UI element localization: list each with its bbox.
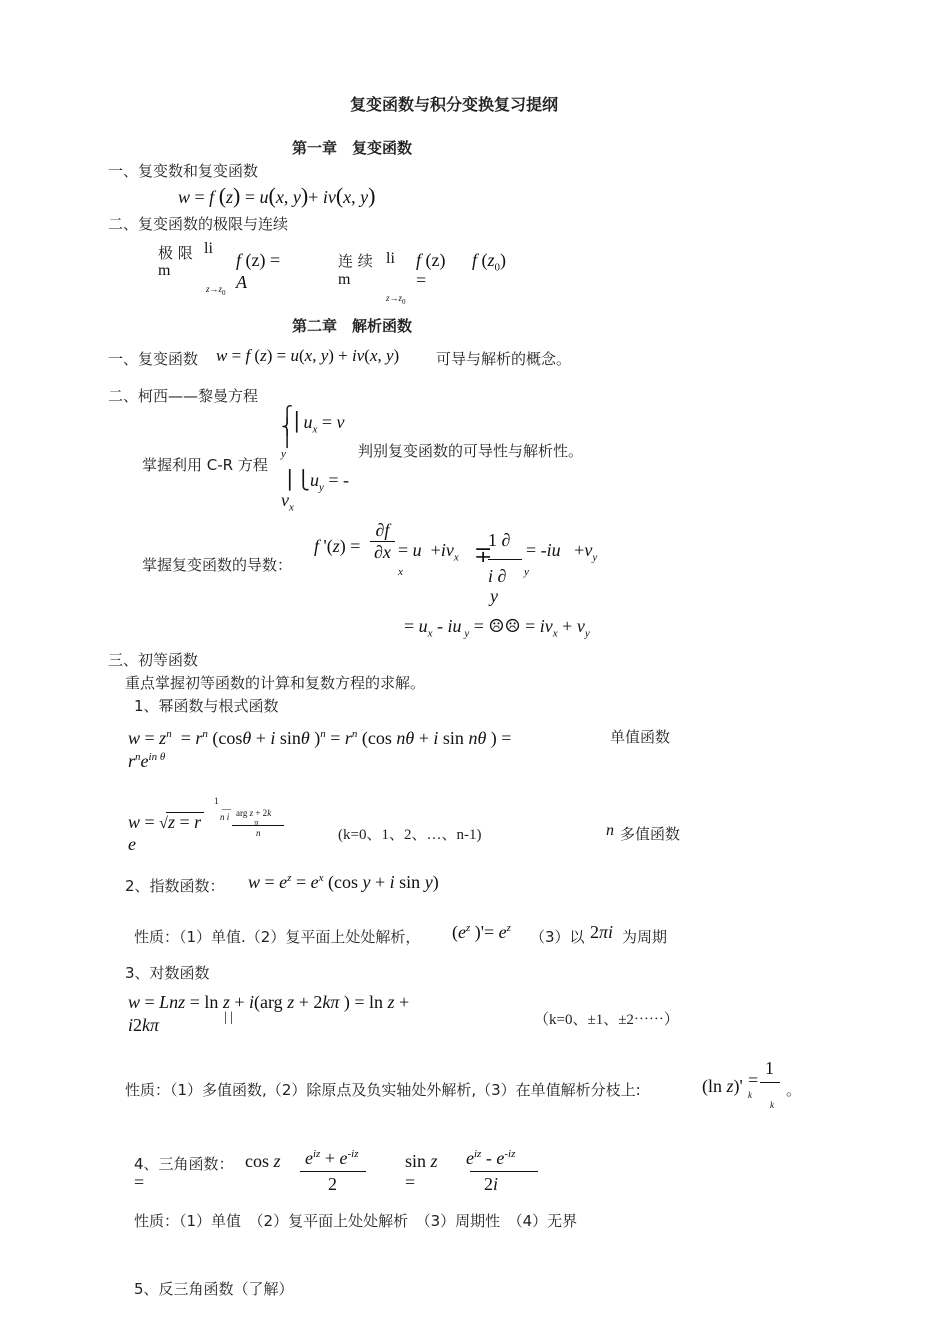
section-complex-variable: 一、复变数和复变函数 — [108, 162, 259, 180]
derivative-prefix: 掌握复变函数的导数： — [142, 556, 293, 574]
root-exponent-den-n: n — [256, 828, 261, 838]
log-derivative-k: k — [748, 1090, 752, 1100]
root-exponent-n: n i — [220, 812, 230, 822]
cr-brace: ⎧ ⎨ ⎪ — [281, 407, 293, 448]
formula-cos-lhs: cos z — [245, 1151, 281, 1171]
formula-sin-eq: = — [405, 1172, 416, 1192]
section-cauchy-riemann: 二、柯西——黎曼方程 — [108, 387, 259, 405]
page-title: 复变函数与积分变换复习提纲 — [350, 95, 559, 114]
root-exponent-fraction-bar — [232, 825, 284, 826]
formula-exponential: $w = e^z = e^x$ (cos y + i sin y) — [248, 872, 439, 892]
chapter-1-heading: 第一章 复变函数 — [292, 139, 413, 157]
root-exponent-1: 1 — [214, 796, 219, 806]
power-function-title: 1、幂函数与根式函数 — [134, 697, 279, 715]
formula-log-1: w = Lnz = ln z + i(arg z + 2kπ ) = ln z + — [128, 992, 410, 1012]
cr-prefix: 掌握利用 C-R 方程 — [142, 456, 268, 474]
limit-formula-2: A — [236, 272, 247, 292]
derivative-subscript-y: y — [524, 566, 529, 578]
continuity-formula-2: = — [416, 270, 427, 290]
trig-properties: 性质：（1）单值 （2）复平面上处处解析 （3）周期性 （4）无界 — [134, 1212, 578, 1230]
single-valued-label: 单值函数 — [610, 728, 671, 746]
formula-power-2: $r^ne^{in \theta}$ — [128, 751, 166, 771]
formula-sin-bar — [470, 1171, 538, 1172]
root-overline — [166, 812, 204, 813]
root-exponent-pi: π — [254, 818, 259, 828]
continuity-lim-2: m — [338, 271, 351, 288]
section-derivability-suffix: 可导与解析的概念。 — [436, 350, 572, 368]
limit-lim-1: li — [204, 240, 213, 257]
log-derivative-num: 1 — [765, 1058, 774, 1078]
section-limit-continuity: 二、复变函数的极限与连续 — [108, 215, 289, 233]
cr-equation-2-rhs: $v_x$ — [281, 490, 294, 514]
formula-sin-num: $e^{iz} - e^{-iz}$ — [466, 1148, 516, 1168]
cr-equation-1: $⎪u_x = v$ — [290, 412, 345, 436]
root-exponent-arg: arg z + 2k — [236, 808, 272, 818]
cr-equation-2: $⎪⎩u_y$ = - — [283, 470, 350, 494]
exp-properties-3: 为周期 — [622, 928, 668, 946]
log-k-range: （k=0、±1、±2⋯⋯） — [534, 1012, 679, 1028]
derivative-fraction-den: i ∂ — [488, 566, 507, 586]
formula-root-1: w = √z = r — [128, 812, 202, 832]
root-exponent-bar: — — [222, 804, 231, 814]
log-title: 3、对数函数 — [125, 964, 210, 982]
root-k-range: (k=0、1、2、…、n-1) — [338, 827, 482, 843]
continuity-subscript: $z\to z_0$ — [386, 293, 406, 306]
derivative-fraction-inner: 1 ∂ — [488, 530, 511, 550]
derivative-line-2: = $u_x$ - iu $_y$ = ☹☹ = $iv_x + v_y$ — [404, 616, 590, 640]
formula-log-2: i2kπ — [128, 1015, 160, 1035]
log-properties-end: 。 — [786, 1081, 802, 1099]
formula-analytic-function: w = f (z) = u(x, y) + iv(x, y) — [216, 346, 400, 365]
section-derivability-prefix: 一、复变函数 — [108, 350, 199, 368]
derivative-terms-2: = $-iu +v_y$ — [526, 540, 598, 564]
derivative-subscript-x: x — [398, 566, 403, 578]
limit-formula-1: f (z) = — [236, 250, 281, 270]
log-properties: 性质：（1）多值函数,（2）除原点及负实轴处外解析,（3）在单值解析分枝上: — [125, 1081, 641, 1099]
formula-cos-bar — [300, 1171, 366, 1172]
formula-period: 2πi — [590, 922, 614, 942]
cr-subscript-y: y — [281, 448, 286, 460]
limit-subscript: $z\to z_0$ — [206, 284, 226, 297]
exp-title: 2、指数函数： — [125, 877, 225, 895]
log-abs-bars: | | — [224, 1010, 234, 1025]
root-n-symbol: n — [606, 822, 614, 839]
exp-properties-2: （3）以 — [530, 928, 585, 946]
section-elementary-functions: 三、初等函数 — [108, 651, 199, 669]
derivative-mp-sign: ∓ — [474, 542, 493, 567]
continuity-label: 连 续 — [338, 252, 373, 270]
formula-exp-derivative: ($e^z$ )'= $e^z$ — [452, 922, 511, 942]
derivative-fraction-df: $\frac{\partial f}{\partial x}$ — [370, 520, 395, 563]
formula-cos-den: 2 — [328, 1174, 337, 1194]
limit-label: 极 限 — [158, 244, 193, 262]
exp-properties-1: 性质：（1）单值.（2）复平面上处处解析， — [134, 928, 421, 946]
cr-suffix: 判别复变函数的可导性与解析性。 — [358, 442, 584, 460]
derivative-fraction-bar — [488, 559, 522, 560]
derivative-den-y: y — [490, 586, 498, 606]
formula-power-1: $w = z^n = r^n$ (cosθ + i sinθ )$^n = r^n$ (cos nθ + i sin nθ ) = — [128, 728, 512, 748]
multi-valued-label: 多值函数 — [620, 825, 681, 843]
limit-lim-2: m — [158, 262, 171, 279]
log-derivative-den: k — [770, 1100, 774, 1110]
log-derivative-bar — [760, 1082, 780, 1083]
formula-complex-function: w = f (z) = u(x, y)+ iv(x, y) — [178, 183, 376, 208]
formula-sin-den: 2i — [484, 1174, 499, 1194]
formula-log-derivative: (ln z)' — [702, 1076, 743, 1096]
chapter-2-heading: 第二章 解析函数 — [292, 317, 413, 335]
formula-cos-num: $e^{iz} + e^{-iz}$ — [305, 1148, 359, 1168]
continuity-formula-3: f $(z_0)$ — [472, 250, 507, 274]
trig-title: 4、三角函数： — [134, 1155, 234, 1173]
elementary-intro: 重点掌握初等函数的计算和复数方程的求解。 — [125, 674, 426, 692]
formula-root-2: e — [128, 834, 136, 854]
formula-cos-eq: = — [134, 1172, 145, 1192]
continuity-lim-1: li — [386, 250, 395, 267]
derivative-terms-1: = $u +iv_x$ — [398, 540, 459, 564]
continuity-formula-1: f (z) — [416, 250, 446, 270]
derivative-lhs: f '(z) = — [314, 536, 361, 556]
formula-sin-lhs: sin z — [405, 1151, 438, 1171]
log-derivative-eq: = — [748, 1070, 759, 1090]
arctrig-title: 5、反三角函数（了解） — [134, 1280, 294, 1298]
